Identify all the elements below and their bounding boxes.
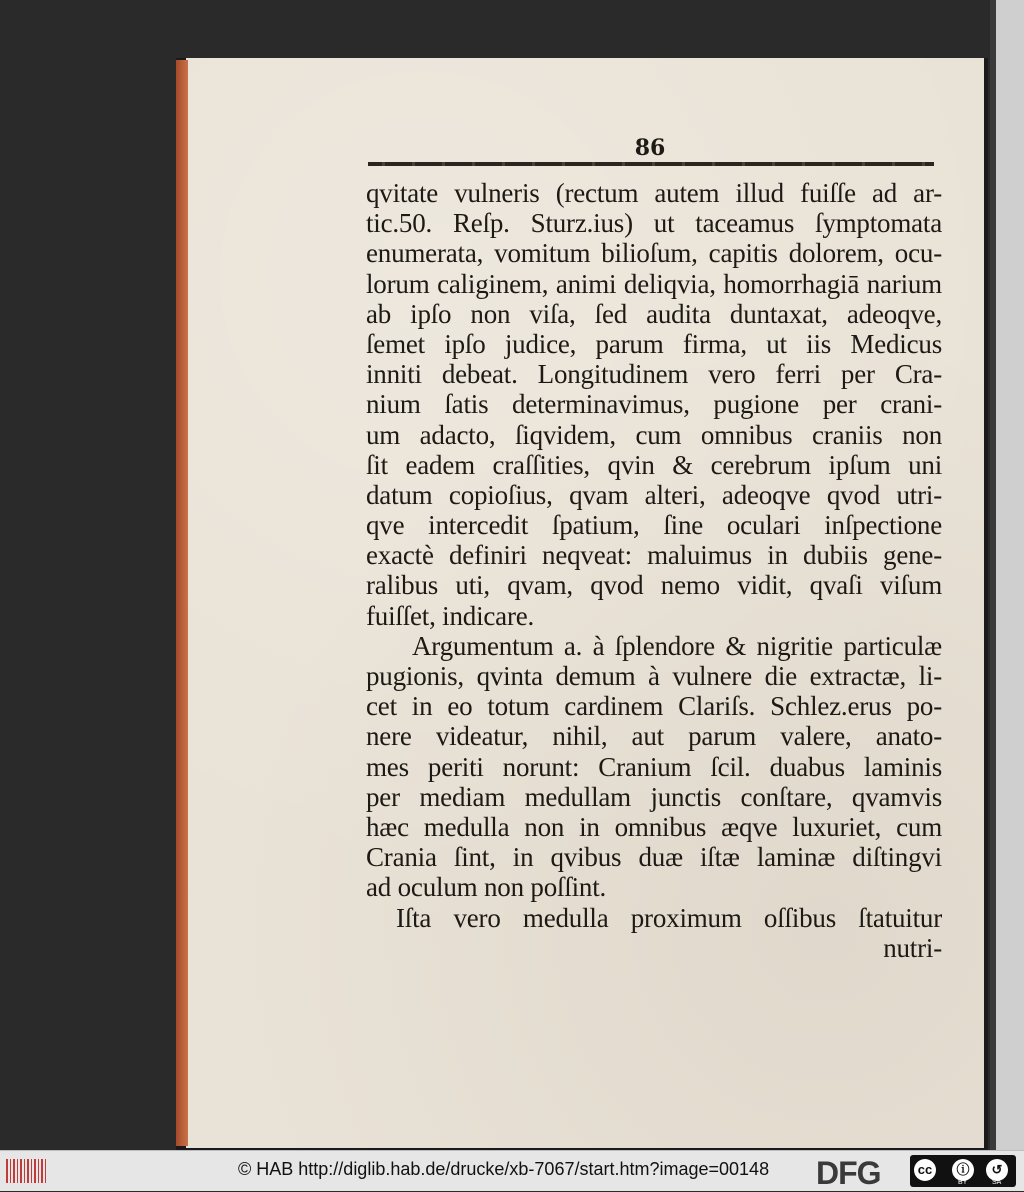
text-line: nere videatur, nihil, aut parum valere, anato-: [366, 721, 942, 752]
page-number: 86: [634, 135, 666, 161]
text-line: ſit eadem craſſities, qvin & cerebrum ipſum uni: [366, 449, 942, 480]
text-line: ſemet ipſo judice, parum firma, ut iis Medicus: [366, 328, 942, 359]
text-line: ad oculum non poſſint.: [366, 872, 607, 903]
header-rule: [368, 162, 934, 166]
by-icon: ⓘ: [952, 1159, 974, 1181]
text-line: um adacto, ſiqvidem, cum omnibus craniis non: [366, 419, 942, 450]
text-line: tic.50. Reſp. Sturz.ius) ut taceamus ſymptomata: [366, 208, 942, 239]
text-line: datum copioſius, qvam alteri, adeoqve qvod utri-: [366, 479, 942, 510]
next-page-strip: [990, 0, 1024, 1150]
text-line: mes periti norunt: Cranium ſcil. duabus laminis: [366, 751, 942, 782]
text-line: inniti debeat. Longitudinem vero ferri per Cra-: [366, 359, 942, 390]
text-line: Iſta vero medulla proximum oſſibus ſtatuitur: [396, 902, 942, 933]
text-line: pugionis, qvinta demum à vulnere die extractæ, li-: [366, 661, 942, 691]
footer-credit-link[interactable]: © HAB http://diglib.hab.de/drucke/xb-7067/start.htm?image=00148: [238, 1159, 770, 1179]
text-line: qvitate vulneris (rectum autem illud fuiſſe ad ar-: [366, 178, 942, 208]
text-line: lorum caliginem, animi deliqvia, homorrhagiā narium: [366, 268, 942, 299]
text-line: ralibus uti, qvam, qvod nemo vidit, qvaſi viſum: [366, 570, 942, 601]
dfg-logo[interactable]: DFG: [816, 1155, 881, 1191]
hab-logo-icon[interactable]: [6, 1159, 46, 1183]
footer-bar: [0, 1150, 1024, 1191]
text-line: cet in eo totum cardinem Clariſs. Schlez.erus po-: [366, 691, 942, 722]
text-line: hæc medulla non in omnibus æqve luxuriet, cum: [366, 811, 942, 842]
catchword: nutri-: [883, 932, 942, 963]
sa-icon: ↺: [986, 1159, 1008, 1181]
text-line: ab ipſo non viſa, ſed audita duntaxat, adeoqve,: [366, 298, 942, 329]
page-edge: [176, 60, 188, 1146]
text-line: enumerata, vomitum bilioſum, capitis dolorem, ocu-: [366, 238, 942, 269]
license-sa-label: SA: [992, 1179, 1002, 1186]
text-line: qve intercedit ſpatium, ſine oculari inſpectione: [366, 510, 942, 541]
cc-icon: cc: [914, 1159, 936, 1181]
text-line: per mediam medullam junctis conſtare, qvamvis: [366, 781, 942, 812]
license-by-label: BY: [958, 1179, 968, 1186]
text-line: exactè definiri neqveat: maluimus in dubiis gene-: [366, 540, 942, 571]
text-line: nium ſatis determinavimus, pugione per crani-: [366, 389, 942, 420]
page-text: [366, 178, 942, 963]
text-line: fuiſſet, indicare.: [366, 600, 535, 631]
text-line: Argumentum a. à ſplendore & nigritie particulæ: [412, 630, 942, 661]
text-line: Crania ſint, in qvibus duæ iſtæ laminæ diſtingvi: [366, 842, 942, 873]
cc-license-badge[interactable]: [910, 1155, 1016, 1187]
